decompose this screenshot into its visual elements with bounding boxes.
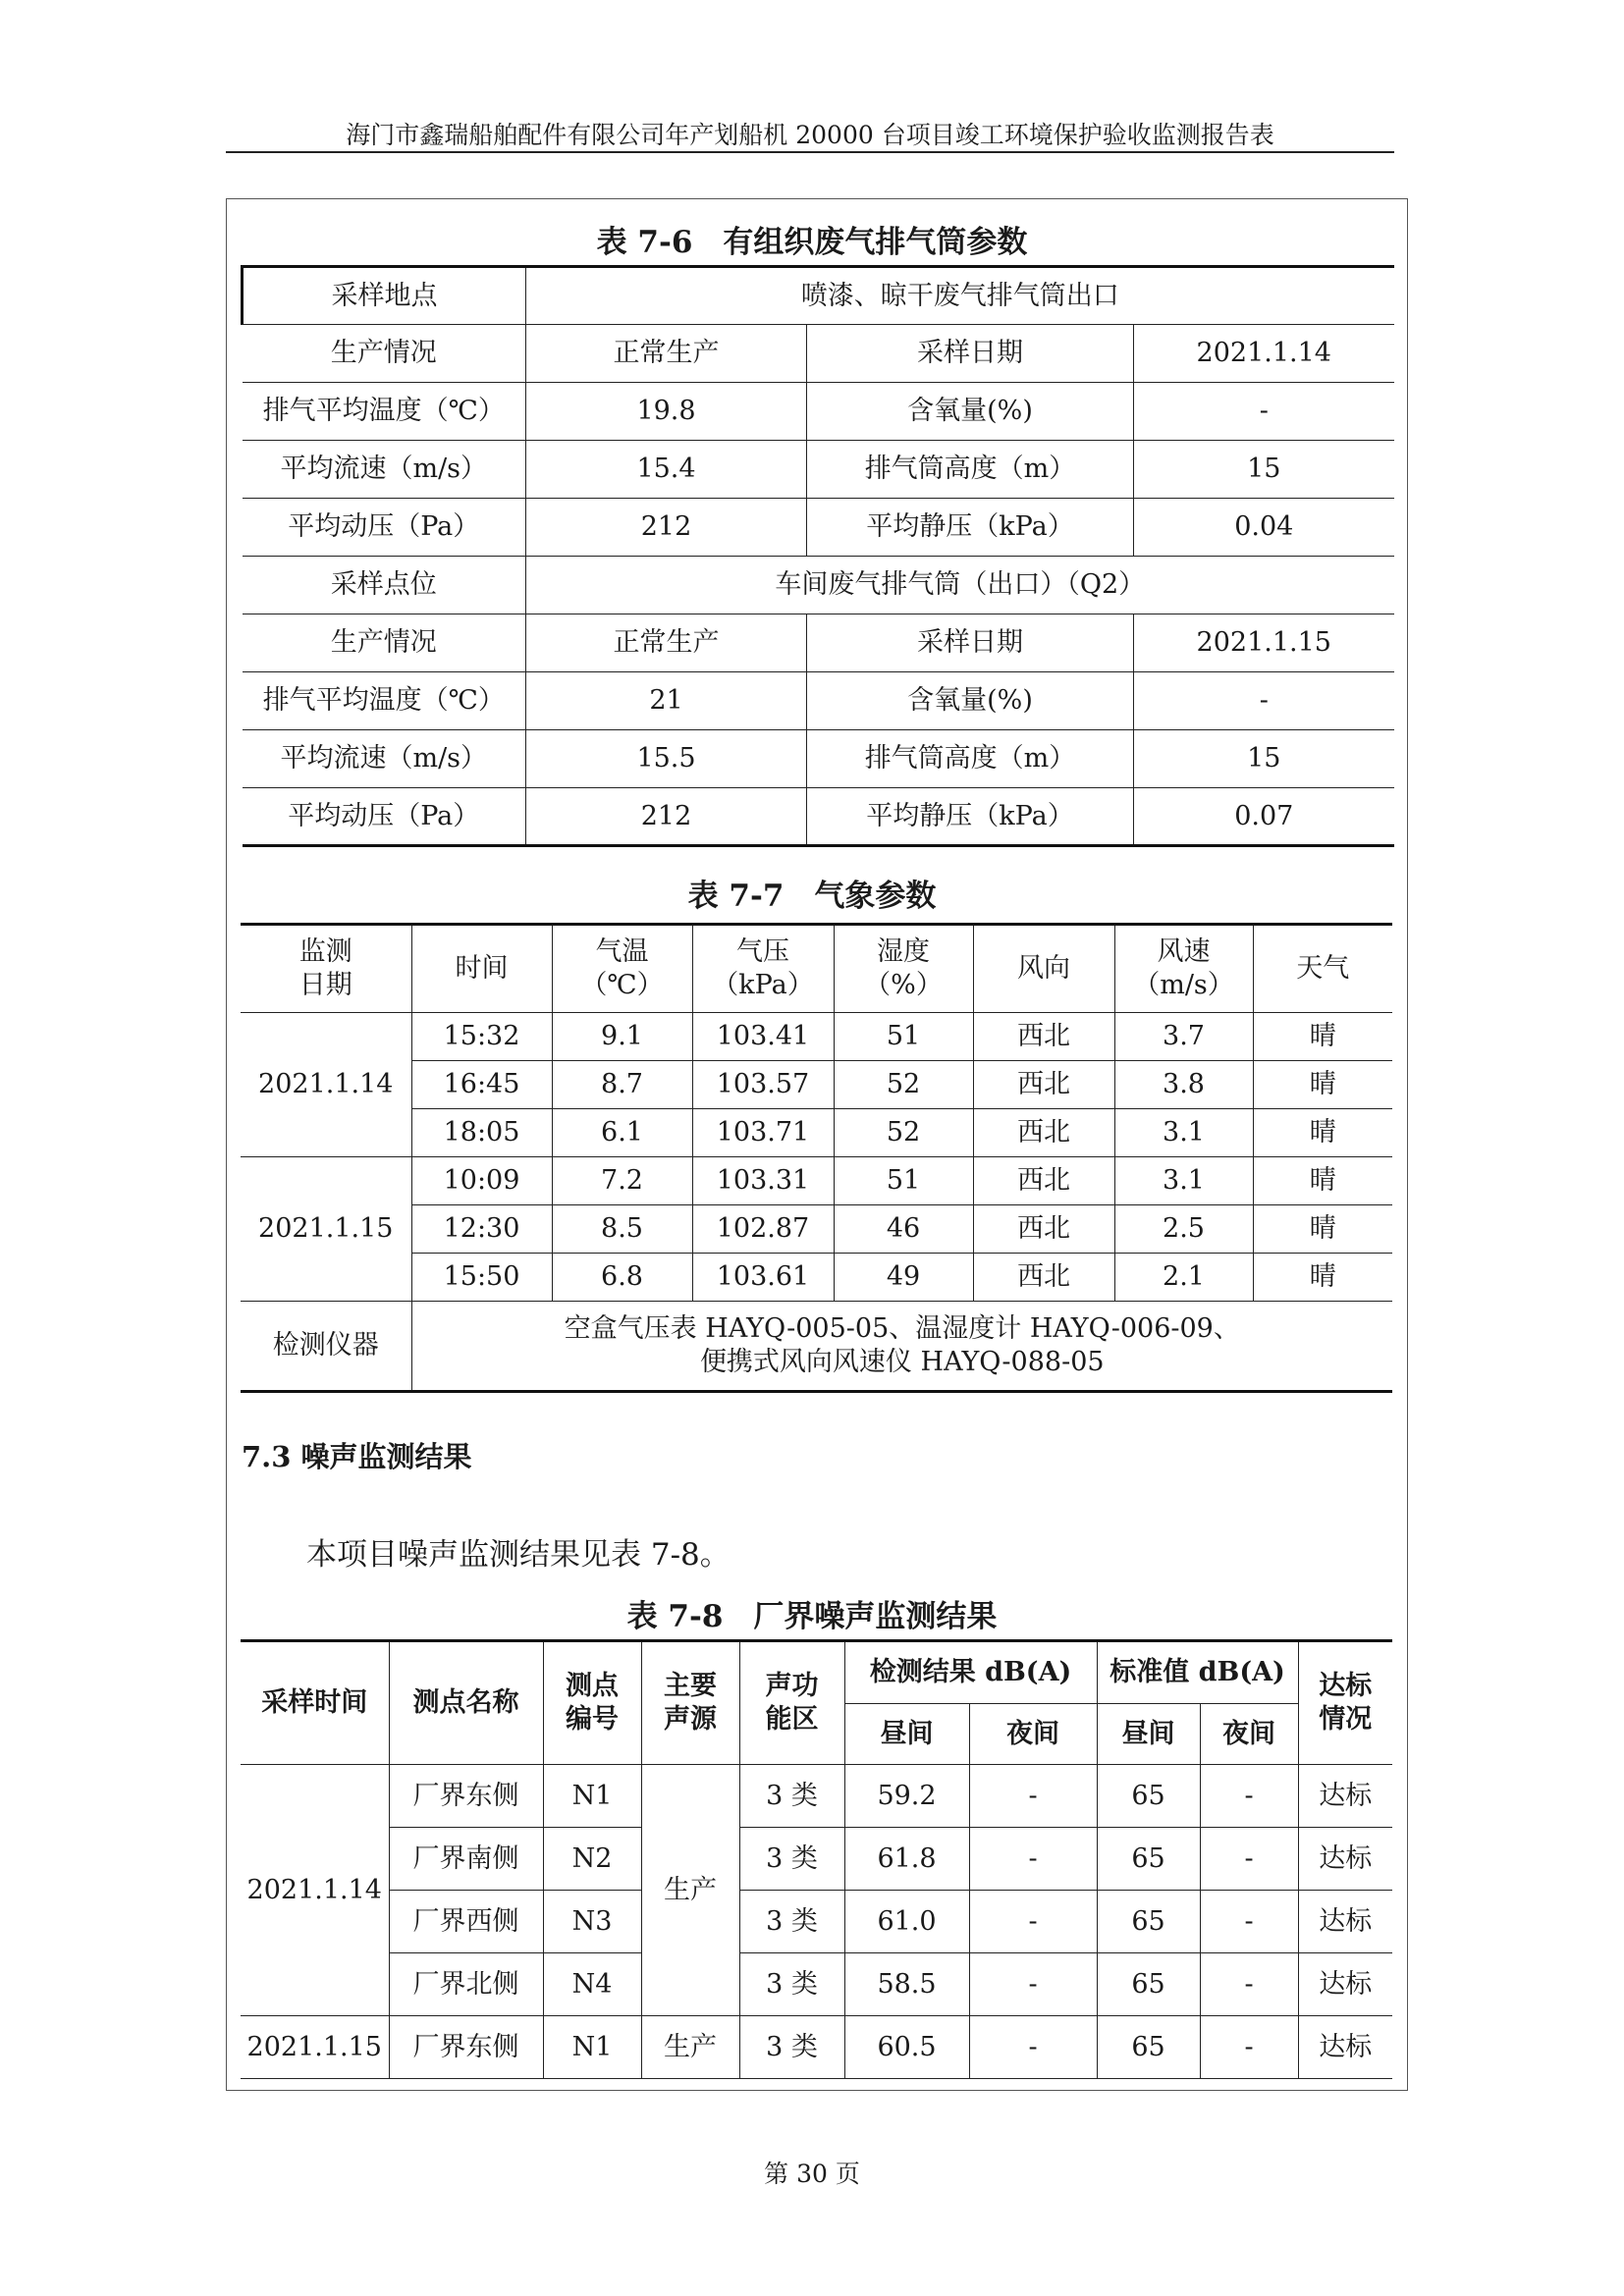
table-row xyxy=(241,1013,1392,1061)
table-cell: 排气筒高度（m） xyxy=(807,730,1134,788)
cell-line: 风速 xyxy=(1157,936,1211,968)
table-cell: 达标 xyxy=(1298,1828,1392,1891)
cell-line: 气温 xyxy=(595,936,649,968)
table-row xyxy=(243,267,1394,325)
table-7-7-meteorological-params xyxy=(241,923,1392,1393)
cell-line: 声源 xyxy=(664,1704,717,1735)
table-cell: - xyxy=(969,1765,1097,1828)
table-cell: 3 类 xyxy=(739,1765,844,1828)
cell-line: 声功 xyxy=(765,1671,819,1702)
table-cell: 103.61 xyxy=(692,1254,834,1302)
table-cell: 212 xyxy=(526,499,807,557)
table-cell: 西北 xyxy=(973,1013,1114,1061)
cell-line: （kPa） xyxy=(712,970,814,1000)
table-cell: 51 xyxy=(834,1013,973,1061)
table-cell: 2.5 xyxy=(1114,1205,1253,1254)
header-cell: 昼间 xyxy=(1097,1704,1200,1765)
header-cell: 夜间 xyxy=(1200,1704,1298,1765)
table-row xyxy=(243,672,1394,730)
table-7-8-caption: 表 7-8 厂界噪声监测结果 xyxy=(626,1599,998,1634)
table-row xyxy=(241,1953,1392,2016)
table-cell: 平均动压（Pa） xyxy=(243,499,526,557)
table-header-row xyxy=(241,1641,1392,1704)
table-row xyxy=(241,2016,1392,2079)
table-cell: 平均静压（kPa） xyxy=(807,499,1134,557)
table-row xyxy=(241,1205,1392,1254)
table-cell: N1 xyxy=(543,1765,641,1828)
table-cell: 18:05 xyxy=(411,1109,552,1157)
cell-line: （℃） xyxy=(580,970,664,1000)
table-cell: 2.1 xyxy=(1114,1254,1253,1302)
table-cell: 3 类 xyxy=(739,1828,844,1891)
table-cell: 晴 xyxy=(1253,1109,1392,1157)
header-cell: 测点名称 xyxy=(389,1641,543,1765)
table-cell: - xyxy=(969,2016,1097,2079)
header-rule xyxy=(226,151,1394,153)
table-cell: 46 xyxy=(834,1205,973,1254)
table-cell: 排气筒高度（m） xyxy=(807,441,1134,499)
table-row xyxy=(243,614,1394,672)
table-cell: 58.5 xyxy=(844,1953,969,2016)
table-cell: 含氧量(%) xyxy=(807,383,1134,441)
table-cell: 49 xyxy=(834,1254,973,1302)
table-cell: 厂界北侧 xyxy=(389,1953,543,2016)
table-cell: 51 xyxy=(834,1157,973,1205)
cell-line: （%） xyxy=(864,970,943,1000)
cell-line: 气压 xyxy=(736,936,789,968)
table-row xyxy=(241,1828,1392,1891)
header-cell xyxy=(543,1641,641,1765)
table-cell: 厂界东侧 xyxy=(389,2016,543,2079)
table-cell: 65 xyxy=(1097,1891,1200,1953)
cell-line: 风向 xyxy=(1017,953,1070,985)
table-cell: 2021.1.15 xyxy=(1134,614,1394,672)
table-cell: N1 xyxy=(543,2016,641,2079)
table-cell: 65 xyxy=(1097,1828,1200,1891)
table-cell: 晴 xyxy=(1253,1205,1392,1254)
table-row xyxy=(243,788,1394,846)
table-row xyxy=(241,1254,1392,1302)
header-cell: 标准值 dB(A) xyxy=(1097,1641,1298,1704)
date-cell: 2021.1.15 xyxy=(241,1157,411,1302)
table-cell: - xyxy=(969,1891,1097,1953)
table-cell: 达标 xyxy=(1298,1953,1392,2016)
table-row xyxy=(241,1891,1392,1953)
table-cell: 排气平均温度（℃） xyxy=(243,383,526,441)
instrument-row xyxy=(241,1302,1392,1392)
table-cell: 8.5 xyxy=(552,1205,692,1254)
table-row xyxy=(243,325,1394,383)
table-cell: 15 xyxy=(1134,441,1394,499)
header-cell xyxy=(1253,925,1392,1013)
table-cell: 采样日期 xyxy=(807,614,1134,672)
table-row xyxy=(241,1765,1392,1828)
table-cell: 生产情况 xyxy=(243,614,526,672)
cell-line: 监测 xyxy=(298,936,352,968)
cell-line: 时间 xyxy=(455,953,509,985)
table-cell: 65 xyxy=(1097,1765,1200,1828)
table-cell: 含氧量(%) xyxy=(807,672,1134,730)
section-intro-text: 本项目噪声监测结果见表 7-8。 xyxy=(306,1537,731,1573)
cell-line: 情况 xyxy=(1319,1704,1373,1735)
header-cell xyxy=(552,925,692,1013)
date-cell: 2021.1.14 xyxy=(241,1013,411,1157)
table-cell: 西北 xyxy=(973,1254,1114,1302)
table-cell: 52 xyxy=(834,1061,973,1109)
header-cell xyxy=(739,1641,844,1765)
table-cell: 正常生产 xyxy=(526,614,807,672)
table-cell: 平均流速（m/s） xyxy=(243,441,526,499)
table-header-row xyxy=(241,925,1392,1013)
table-cell: 103.31 xyxy=(692,1157,834,1205)
cell-line: 便携式风向风速仪 HAYQ-088-05 xyxy=(699,1347,1105,1377)
table-cell: 3.8 xyxy=(1114,1061,1253,1109)
table-cell: 晴 xyxy=(1253,1157,1392,1205)
table-cell: 厂界南侧 xyxy=(389,1828,543,1891)
table-cell: 21 xyxy=(526,672,807,730)
header-cell xyxy=(1298,1641,1392,1765)
cell-line: 天气 xyxy=(1296,953,1350,985)
header-cell: 夜间 xyxy=(969,1704,1097,1765)
cell-line: （m/s） xyxy=(1133,970,1234,1000)
header-cell: 检测结果 dB(A) xyxy=(844,1641,1097,1704)
table-cell: 15:50 xyxy=(411,1254,552,1302)
cell-line: 测点 xyxy=(566,1671,619,1702)
table-row xyxy=(243,499,1394,557)
table-cell: - xyxy=(1134,672,1394,730)
table-cell: 15:32 xyxy=(411,1013,552,1061)
table-cell: 16:45 xyxy=(411,1061,552,1109)
table-cell: N2 xyxy=(543,1828,641,1891)
table-cell: 3 类 xyxy=(739,1891,844,1953)
table-cell: 西北 xyxy=(973,1061,1114,1109)
section-heading-noise: 7.3 噪声监测结果 xyxy=(242,1440,472,1473)
table-cell: N4 xyxy=(543,1953,641,2016)
table-cell: 65 xyxy=(1097,2016,1200,2079)
table-cell: 达标 xyxy=(1298,2016,1392,2079)
header-cell xyxy=(973,925,1114,1013)
instrument-value xyxy=(411,1302,1392,1392)
table-cell: 3.1 xyxy=(1114,1157,1253,1205)
table-cell: 103.41 xyxy=(692,1013,834,1061)
table-cell: 6.8 xyxy=(552,1254,692,1302)
table-cell: - xyxy=(1200,1953,1298,2016)
date-cell: 2021.1.15 xyxy=(241,2016,389,2079)
header-cell: 采样时间 xyxy=(241,1641,389,1765)
location-value: 喷漆、晾干废气排气筒出口 xyxy=(526,267,1394,325)
table-cell: 15.4 xyxy=(526,441,807,499)
cell-line: 达标 xyxy=(1319,1671,1373,1702)
table-cell: 10:09 xyxy=(411,1157,552,1205)
table-row xyxy=(243,730,1394,788)
table-row xyxy=(241,1061,1392,1109)
table-cell: - xyxy=(1200,1765,1298,1828)
table-7-6-caption: 表 7-6 有组织废气排气筒参数 xyxy=(596,225,1028,260)
table-cell: 60.5 xyxy=(844,2016,969,2079)
table-cell: 2021.1.14 xyxy=(1134,325,1394,383)
table-cell: 3 类 xyxy=(739,2016,844,2079)
table-cell: 晴 xyxy=(1253,1061,1392,1109)
table-7-6-exhaust-stack-params xyxy=(241,265,1394,847)
table-row xyxy=(243,383,1394,441)
header-cell: 昼间 xyxy=(844,1704,969,1765)
location-label: 采样点位 xyxy=(243,557,526,614)
table-cell: 0.04 xyxy=(1134,499,1394,557)
table-cell: - xyxy=(969,1828,1097,1891)
table-cell: - xyxy=(1200,1891,1298,1953)
table-row xyxy=(243,557,1394,614)
table-cell: 212 xyxy=(526,788,807,846)
report-header-title: 海门市鑫瑞船舶配件有限公司年产划船机 20000 台项目竣工环境保护验收监测报告表 xyxy=(346,121,1274,149)
table-cell: 65 xyxy=(1097,1953,1200,2016)
table-cell: - xyxy=(1134,383,1394,441)
cell-line: 日期 xyxy=(298,970,352,1000)
header-cell xyxy=(641,1641,739,1765)
location-label: 采样地点 xyxy=(243,267,526,325)
table-cell: 3.7 xyxy=(1114,1013,1253,1061)
header-cell xyxy=(411,925,552,1013)
page-number: 第 30 页 xyxy=(764,2160,860,2188)
header-cell xyxy=(692,925,834,1013)
table-cell: 达标 xyxy=(1298,1891,1392,1953)
table-7-7-caption: 表 7-7 气象参数 xyxy=(687,879,937,914)
date-cell: 2021.1.14 xyxy=(241,1765,389,2016)
table-cell: 西北 xyxy=(973,1157,1114,1205)
table-cell: 平均流速（m/s） xyxy=(243,730,526,788)
table-cell: 7.2 xyxy=(552,1157,692,1205)
cell-line: 湿度 xyxy=(877,936,930,968)
header-cell xyxy=(1114,925,1253,1013)
table-cell: 9.1 xyxy=(552,1013,692,1061)
table-cell: 6.1 xyxy=(552,1109,692,1157)
table-cell: 12:30 xyxy=(411,1205,552,1254)
table-cell: 15 xyxy=(1134,730,1394,788)
cell-line: 空盒气压表 HAYQ-005-05、温湿度计 HAYQ-006-09、 xyxy=(564,1313,1240,1345)
header-cell xyxy=(241,925,411,1013)
table-row xyxy=(243,441,1394,499)
table-cell: - xyxy=(1200,2016,1298,2079)
table-cell: 103.71 xyxy=(692,1109,834,1157)
table-cell: 102.87 xyxy=(692,1205,834,1254)
table-cell: 厂界西侧 xyxy=(389,1891,543,1953)
table-cell: 正常生产 xyxy=(526,325,807,383)
table-cell: 103.57 xyxy=(692,1061,834,1109)
table-cell: 晴 xyxy=(1253,1013,1392,1061)
table-cell: 晴 xyxy=(1253,1254,1392,1302)
table-cell: 西北 xyxy=(973,1109,1114,1157)
table-cell: 59.2 xyxy=(844,1765,969,1828)
cell-line: 主要 xyxy=(664,1671,717,1702)
table-cell: 厂界东侧 xyxy=(389,1765,543,1828)
table-cell: 达标 xyxy=(1298,1765,1392,1828)
table-cell: 8.7 xyxy=(552,1061,692,1109)
cell-line: 编号 xyxy=(566,1704,619,1735)
table-row xyxy=(241,1109,1392,1157)
table-cell: 19.8 xyxy=(526,383,807,441)
table-cell: N3 xyxy=(543,1891,641,1953)
location-value: 车间废气排气筒（出口）（Q2） xyxy=(526,557,1394,614)
source-cell: 生产 xyxy=(641,2016,739,2079)
table-cell: 3.1 xyxy=(1114,1109,1253,1157)
table-cell: 西北 xyxy=(973,1205,1114,1254)
table-cell: 生产情况 xyxy=(243,325,526,383)
table-cell: 平均动压（Pa） xyxy=(243,788,526,846)
table-cell: 0.07 xyxy=(1134,788,1394,846)
table-cell: 61.8 xyxy=(844,1828,969,1891)
table-row xyxy=(241,1157,1392,1205)
table-7-8-boundary-noise-results xyxy=(241,1639,1392,2079)
instrument-label: 检测仪器 xyxy=(241,1302,411,1392)
table-cell: - xyxy=(1200,1828,1298,1891)
table-cell: - xyxy=(969,1953,1097,2016)
table-cell: 平均静压（kPa） xyxy=(807,788,1134,846)
table-cell: 排气平均温度（℃） xyxy=(243,672,526,730)
table-cell: 61.0 xyxy=(844,1891,969,1953)
table-cell: 15.5 xyxy=(526,730,807,788)
table-cell: 52 xyxy=(834,1109,973,1157)
table-cell: 3 类 xyxy=(739,1953,844,2016)
cell-line: 能区 xyxy=(765,1704,819,1735)
table-cell: 采样日期 xyxy=(807,325,1134,383)
header-cell xyxy=(834,925,973,1013)
source-cell: 生产 xyxy=(641,1765,739,2016)
